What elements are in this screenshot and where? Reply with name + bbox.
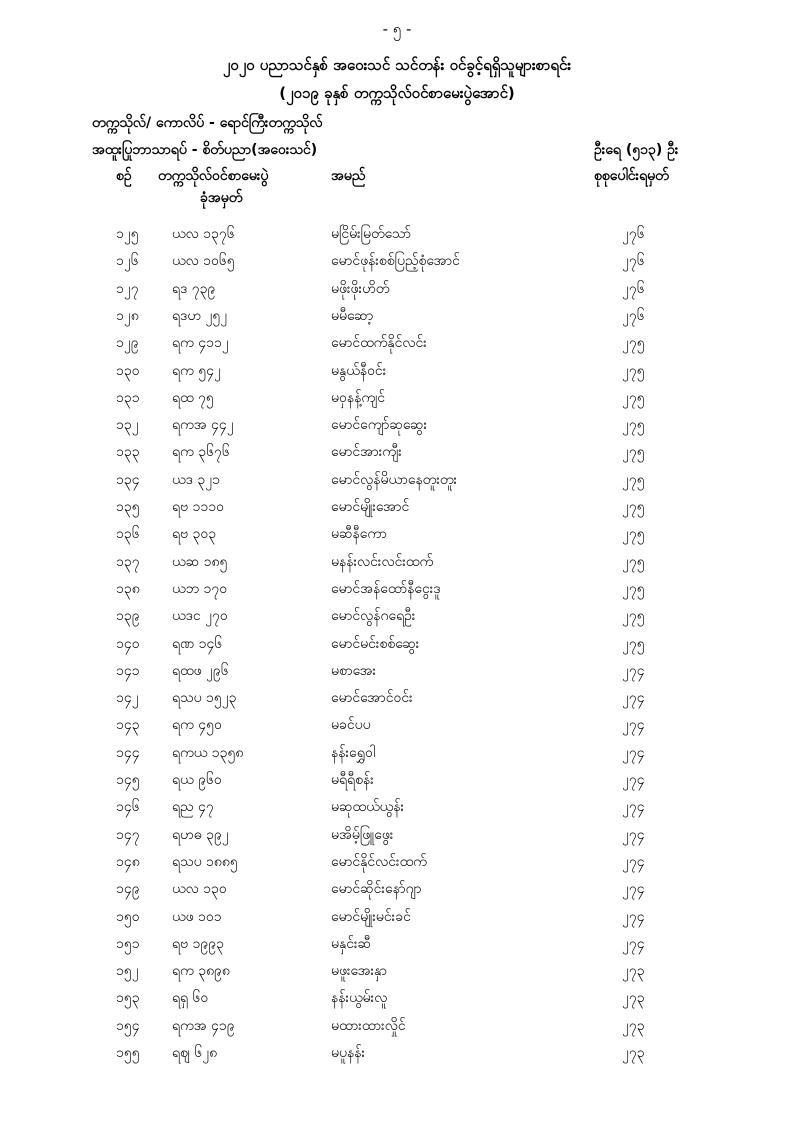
row-number: ၁၄၅	[116, 772, 140, 788]
student-name: မစာအေး	[331, 662, 377, 679]
total-marks: ၂၇၃	[622, 990, 645, 1007]
table-row	[0, 661, 794, 688]
row-number: ၁၃၅	[116, 499, 140, 515]
student-name: မောင်မင်းစစ်ဆွေး	[331, 635, 420, 652]
row-number: ၁၄၄	[116, 744, 140, 761]
row-number: ၁၃၇	[116, 553, 140, 570]
roll-number: ယဆ ၁၈၅	[172, 553, 228, 570]
total-marks: ၂၇၄	[622, 744, 645, 761]
student-name: မောင်လွန်ဂရေဦး	[331, 608, 416, 625]
table-row	[0, 743, 794, 770]
table-row	[0, 361, 794, 388]
row-number: ၁၅၄	[116, 1017, 140, 1034]
roll-number: ရယ ၉၆၀	[172, 772, 222, 788]
row-number: ၁၂၅	[116, 226, 139, 242]
total-marks: ၂၇၆	[622, 226, 645, 242]
header-roll-line2: ခုံအမှတ်	[200, 190, 243, 206]
row-number: ၁၂၆	[116, 253, 139, 270]
row-number: ၁၄၂	[116, 690, 139, 707]
row-number: ၁၂၈	[116, 307, 139, 324]
row-number: ၁၄၁	[116, 662, 140, 679]
roll-number: ယဖ ၁၀၁	[172, 908, 222, 925]
table-row	[0, 306, 794, 333]
row-number: ၁၂၇	[116, 280, 139, 297]
student-name: မောင်နိုင်လင်းထက်	[331, 853, 427, 870]
table-row	[0, 333, 794, 360]
student-name: မငြိမ်းမြတ်သော်	[331, 226, 411, 242]
row-number: ၁၄၃	[116, 717, 140, 734]
student-name: မောင်ဆိုင်းနော်ဂျာ	[331, 881, 422, 898]
table-row	[0, 1043, 794, 1070]
total-marks: ၂၇၄	[622, 662, 645, 679]
table-row	[0, 606, 794, 633]
roll-number: ရဗ ၁၉၉၃	[172, 935, 224, 952]
total-marks: ၂၇၅	[622, 444, 645, 461]
student-name: မနန်းလင်းလင်းထက်	[331, 553, 434, 570]
roll-number: ရထဖ ၂၉၆	[172, 662, 229, 679]
header-marks: စုစုပေါင်းရမှတ်	[594, 168, 669, 184]
total-marks: ၂၇၄	[622, 826, 645, 843]
table-row	[0, 797, 794, 824]
total-marks: ၂၇၅	[622, 553, 645, 570]
total-marks: ၂၇၆	[622, 253, 645, 270]
student-name: မခင်ပပ	[331, 717, 371, 734]
table-row	[0, 988, 794, 1015]
table-row	[0, 934, 794, 961]
roll-number: ရက ၃၈၉၈	[172, 963, 230, 980]
header-no: စဉ်	[116, 168, 132, 184]
student-name: မောင်အန်ထော်နီငွေးဒူ	[331, 580, 441, 597]
table-row	[0, 852, 794, 879]
table-row	[0, 388, 794, 415]
row-number: ၁၄၇	[116, 826, 140, 843]
total-marks: ၂၇၄	[622, 881, 645, 898]
roll-number: ရည ၄၇	[172, 799, 214, 816]
student-name: မဆီနီကော	[331, 526, 387, 543]
total-marks: ၂၇၅	[622, 417, 645, 434]
table-row	[0, 907, 794, 934]
total-marks: ၂၇၃	[622, 1045, 645, 1061]
row-number: ၁၄၆	[116, 799, 140, 816]
roll-number: ရဒဟ ၂၅၂	[172, 307, 228, 324]
total-marks: ၂၇၅	[622, 362, 645, 379]
total-marks: ၂၇၆	[622, 307, 645, 324]
row-number: ၁၃၄	[116, 471, 140, 488]
row-number: ၁၅၂	[116, 963, 139, 980]
total-marks: ၂၇၅	[622, 335, 645, 352]
row-number: ၁၅၀	[116, 908, 140, 925]
roll-number: ယဒ ၃၂၁	[172, 471, 220, 488]
table-row	[0, 1016, 794, 1043]
student-name: မအိမ့်ဖြူဖွေး	[331, 826, 394, 843]
student-name: မောင်အောင်ဝင်း	[331, 690, 413, 707]
roll-number: ရဏ ၁၄၆	[172, 635, 223, 652]
roll-number: ယဒင ၂၇၀	[172, 608, 228, 625]
student-name: မပူနန်း	[331, 1045, 366, 1061]
student-name: မဆုထယ်ယွန်း	[331, 799, 405, 816]
total-marks: ၂၇၄	[622, 772, 645, 788]
roll-number: ရက ၃၆၇၆	[172, 444, 230, 461]
total-marks: ၂၇၄	[622, 799, 645, 816]
roll-number: ရသပ ၁၈၈၅	[172, 853, 238, 870]
table-row	[0, 688, 794, 715]
row-number: ၁၃၉	[116, 608, 140, 625]
row-number: ၁၃၈	[116, 580, 140, 597]
student-name: နန်းယွမ်းလူ	[331, 990, 388, 1007]
student-name: နန်းရွှေဝါ	[331, 744, 376, 761]
roll-number: ယလ ၁၃၀	[172, 881, 227, 898]
total-marks: ၂၇၆	[622, 280, 645, 297]
row-number: ၁၃၀	[116, 362, 140, 379]
total-marks: ၂၇၅	[622, 526, 645, 543]
roll-number: ရရှ ၆၀	[172, 990, 209, 1007]
roll-number: ရဗ ၁၁၁၀	[172, 499, 224, 515]
roll-number: ရဗ ၃၀၃	[172, 526, 217, 543]
student-name: မောင်လွန်မိယာနေတူးတူး	[331, 471, 458, 488]
student-name: မောင်ဖုန်းစစ်ပြည့်စုံအောင်	[331, 253, 460, 270]
student-name: မောင်ထက်နိုင်လင်း	[331, 335, 427, 352]
roll-number: ရက ၄၁၁၂	[172, 335, 229, 352]
row-number: ၁၂၉	[116, 335, 139, 352]
total-marks: ၂၇၅	[622, 389, 645, 406]
table-row	[0, 634, 794, 661]
table-row	[0, 251, 794, 278]
roll-number: ယလ ၁၃၇၆	[172, 226, 235, 242]
table-row	[0, 497, 794, 524]
document-subtitle: (၂၀၁၉ ခုနှစ် တက္ကသိုလ်ဝင်စာမေးပွဲအောင်)	[279, 84, 515, 102]
student-name: မမီဆော့	[331, 307, 374, 324]
total-marks: ၂၇၃	[622, 963, 645, 980]
roll-number: ရကယ ၁၃၅၈	[172, 744, 244, 761]
total-marks: ၂၇၃	[622, 1017, 645, 1034]
row-number: ၁၃၃	[116, 444, 140, 461]
total-marks: ၂၇၅	[622, 608, 645, 625]
table-row	[0, 224, 794, 251]
total-marks: ၂၇၄	[622, 717, 645, 734]
table-row	[0, 825, 794, 852]
row-number: ၁၄၀	[116, 635, 140, 652]
header-roll: တက္ကသိုလ်ဝင်စာမေးပွဲ	[158, 168, 269, 184]
roll-number: ရဟဓ ၃၉၂	[172, 826, 229, 843]
table-row	[0, 770, 794, 797]
row-number: ၁၅၅	[116, 1045, 140, 1061]
total-marks: ၂၇၄	[622, 935, 645, 952]
student-name: မောင်အားကျီး	[331, 444, 402, 461]
roll-number: ယဘ ၁၇၀	[172, 580, 228, 597]
roll-number: ယလ ၁၀၆၅	[172, 253, 235, 270]
total-marks: ၂၇၅	[622, 635, 645, 652]
roll-number: ရဒ ၇၃၉	[172, 280, 216, 297]
total-marks: ၂၇၅	[622, 580, 645, 597]
subject-line: အထူးပြုဘာသာရပ် - စိတ်ပညာ(အဝေးသင်)	[92, 142, 318, 158]
total-marks: ၂၇၄	[622, 690, 645, 707]
student-name: မထားထားလှိုင်	[331, 1017, 406, 1034]
table-row	[0, 279, 794, 306]
row-number: ၁၃၆	[116, 526, 140, 543]
roll-number: ရဈ ၆၂၈	[172, 1045, 218, 1061]
total-marks: ၂၇၅	[622, 499, 645, 515]
table-row	[0, 715, 794, 742]
student-name: မဖိုးဖိုးဟိတ်	[331, 280, 390, 297]
student-name: မောင်မျိုးမင်းခင်	[331, 908, 411, 925]
total-marks: ၂၇၅	[622, 471, 645, 488]
row-number: ၁၅၁	[116, 935, 140, 952]
table-row	[0, 552, 794, 579]
student-name: မရီရီစန်း	[331, 772, 374, 788]
roll-number: ရက ၅၄၂	[172, 362, 221, 379]
row-number: ၁၄၉	[116, 881, 140, 898]
table-row	[0, 961, 794, 988]
student-name: မနွယ်နီဝင်း	[331, 362, 387, 379]
student-name: မနှင်းဆီ	[331, 935, 372, 952]
table-row	[0, 415, 794, 442]
student-name: မဖူးအေးနှာ	[331, 963, 387, 980]
roll-number: ရက ၄၅၀	[172, 717, 222, 734]
total-count: ဦးရေ (၅၁၃) ဦး	[594, 142, 679, 158]
document-title: ၂၀၂၀ ပညာသင်နှစ် အဝေးသင် သင်တန်း ဝင်ခွင့်ရရှိသူများစာရင်း	[222, 56, 572, 74]
total-marks: ၂၇၄	[622, 853, 645, 870]
table-row	[0, 879, 794, 906]
roll-number: ရကအ ၄၁၉	[172, 1017, 235, 1034]
row-number: ၁၃၁	[116, 389, 140, 406]
row-number: ၁၅၃	[116, 990, 140, 1007]
total-marks: ၂၇၄	[622, 908, 645, 925]
university-line: တက္ကသိုလ်/ ကောလိပ် - ရောင်ကြီးတက္ကသိုလ်	[92, 115, 323, 131]
page-number: - ၅ -	[382, 20, 412, 38]
table-row	[0, 579, 794, 606]
table-row	[0, 470, 794, 497]
row-number: ၁၃၂	[116, 417, 139, 434]
student-name: မောင်ကျော်ဆုဆွေး	[331, 417, 428, 434]
row-number: ၁၄၈	[116, 853, 140, 870]
table-row	[0, 442, 794, 469]
student-name: မောင်မျိုးအောင်	[331, 499, 410, 515]
roll-number: ရသပ ၁၅၂၃	[172, 690, 237, 707]
student-name: မဝှနန့်ကျင်	[331, 389, 386, 406]
table-row	[0, 524, 794, 551]
header-name: အမည်	[331, 168, 366, 184]
roll-number: ရကအ ၄၄၂	[172, 417, 234, 434]
roll-number: ရထ ၇၅	[172, 389, 214, 406]
